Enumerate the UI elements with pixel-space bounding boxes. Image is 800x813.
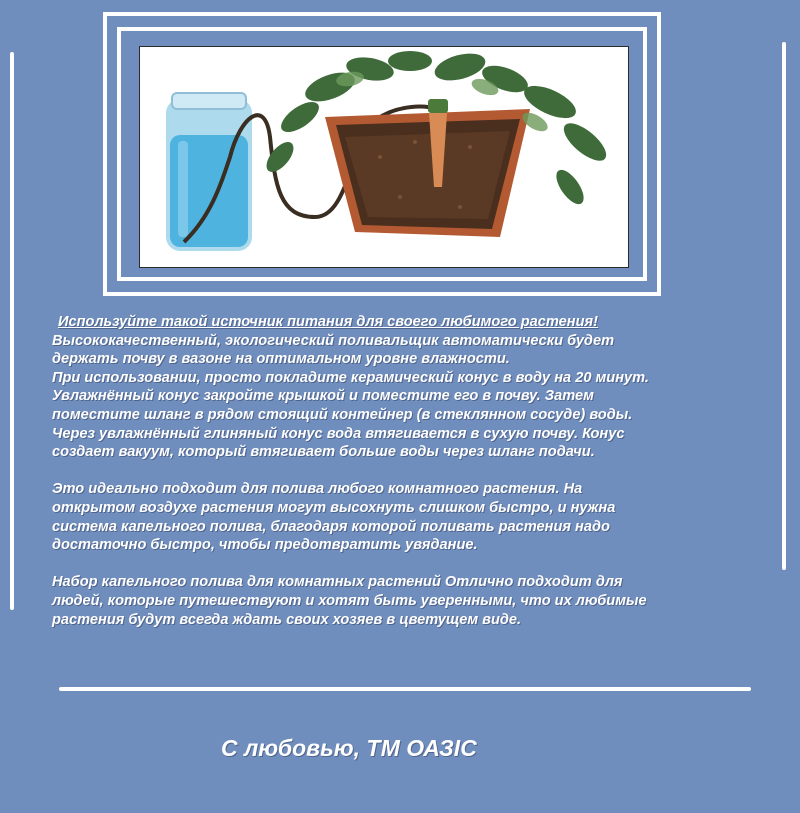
divider-line xyxy=(59,687,751,691)
drip-irrigation-illustration xyxy=(140,47,629,268)
paragraph2-line: открытом воздухе растения могут высохнуть слишком быстро, и нужна xyxy=(52,499,616,516)
paragraph2-line: система капельного полива, благодаря которой поливать растения надо xyxy=(52,518,610,535)
product-photo xyxy=(139,46,629,268)
description-text xyxy=(52,313,777,629)
left-border-line xyxy=(10,52,14,610)
paragraph1-line: Увлажнённый конус закройте крышкой и поместите его в почву. Затем xyxy=(52,388,594,405)
paragraph1-line: поместите шланг в рядом стоящий контейнер (в стеклянном сосуде) воды. xyxy=(52,406,633,423)
signature: С любовью, ТМ ОАЗІС xyxy=(221,735,477,761)
description-heading: Используйте такой источник питания для своего любимого растения! xyxy=(58,314,598,330)
terracotta-pot xyxy=(325,109,530,237)
paragraph2-line: достаточно быстро, чтобы предотвратить увядание. xyxy=(52,537,478,554)
paragraph3-line: людей, которые путешествуют и хотят быть уверенными, что их любимые xyxy=(52,592,647,609)
paragraph2-line: Это идеально подходит для полива любого комнатного растения. На xyxy=(52,481,583,498)
paragraph3-line: Набор капельного полива для комнатных растений Отлично подходит для xyxy=(52,574,623,591)
paragraph3-line: растения будут всегда ждать своих хозяев в цветущем виде. xyxy=(52,611,522,628)
paragraph1-line: Через увлажнённый глиняный конус вода втягивается в сухую почву. Конус xyxy=(52,425,625,442)
paragraph1-line: создает вакуум, который втягивает больше воды через шланг подачи. xyxy=(52,444,595,461)
paragraph1-line: Высококачественный, экологический поливальщик автоматически будет xyxy=(52,332,615,349)
paragraph1-line: держать почву в вазоне на оптимальном уровне влажности. xyxy=(52,351,510,368)
right-border-line xyxy=(782,42,786,570)
water-jar xyxy=(166,93,252,251)
paragraph1-line: При использовании, просто покладите керамический конус в воду на 20 минут. xyxy=(52,369,649,386)
